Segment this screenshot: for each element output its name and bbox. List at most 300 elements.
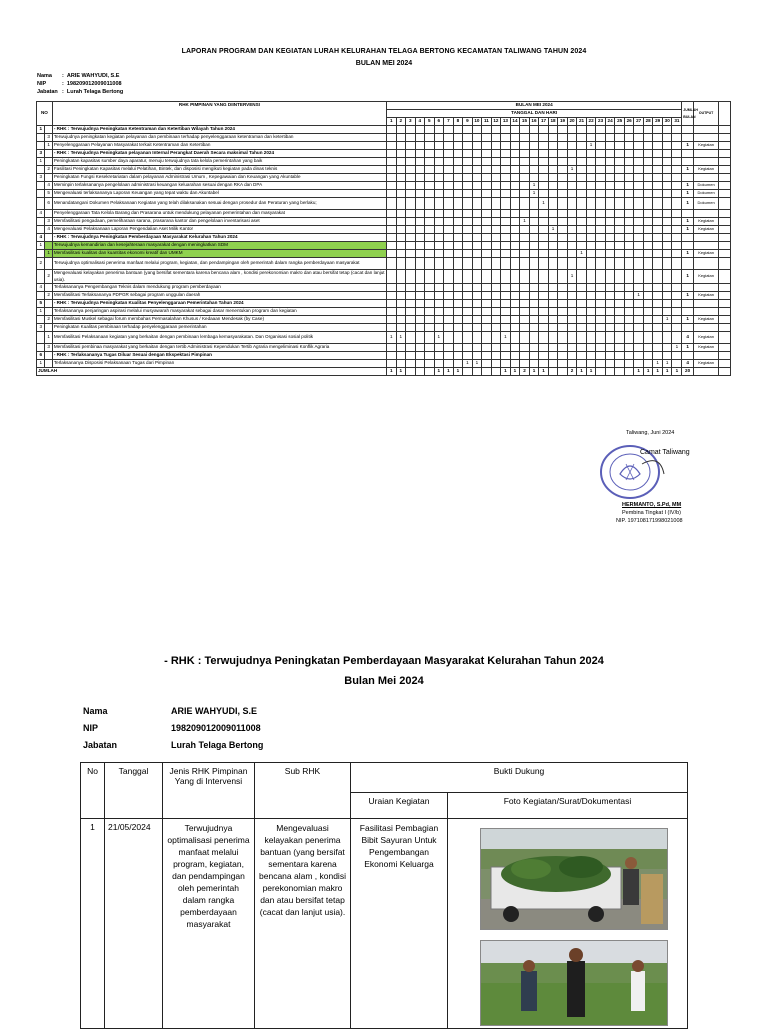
day-cell xyxy=(434,226,444,234)
day-cell xyxy=(539,210,549,218)
row-number: 2 xyxy=(37,258,45,270)
day-cell xyxy=(387,258,397,270)
day-cell xyxy=(558,242,568,250)
day-cell xyxy=(624,250,634,258)
day-cell xyxy=(444,218,454,226)
day-cell xyxy=(406,234,416,242)
day-cell xyxy=(634,174,644,182)
day-cell xyxy=(396,210,406,218)
day-cell xyxy=(624,126,634,134)
day-cell xyxy=(653,352,663,360)
report-table xyxy=(36,101,731,376)
activity-photo-truck xyxy=(480,828,668,930)
header-sub-rhk: Sub RHK xyxy=(255,763,351,819)
day-cell xyxy=(643,332,653,344)
day-cell xyxy=(463,210,473,218)
day-cell xyxy=(539,158,549,166)
day-cell xyxy=(596,324,606,332)
day-cell xyxy=(396,126,406,134)
day-cell xyxy=(444,210,454,218)
meta-value: Lurah Telaga Bertong xyxy=(171,740,264,750)
row-number: 3 xyxy=(37,174,45,182)
day-cell xyxy=(434,134,444,142)
day-cell xyxy=(387,174,397,182)
day-cell xyxy=(596,134,606,142)
day-cell xyxy=(396,258,406,270)
day-cell xyxy=(491,270,501,284)
day-cell xyxy=(539,270,549,284)
day-cell xyxy=(653,234,663,242)
day-cell xyxy=(577,158,587,166)
day-cell xyxy=(539,174,549,182)
day-cell xyxy=(567,210,577,218)
day-cell xyxy=(482,292,492,300)
table-row xyxy=(37,198,731,210)
signature-name: HERMANTO, S.Pd, MM xyxy=(622,502,682,508)
day-cell xyxy=(558,234,568,242)
total-label: JUMLAH xyxy=(37,368,387,376)
day-cell: 2 xyxy=(567,368,577,376)
row-total xyxy=(682,308,694,316)
day-cell xyxy=(567,182,577,190)
day-cell xyxy=(529,242,539,250)
day-cell xyxy=(634,126,644,134)
day-cell xyxy=(415,150,425,158)
row-text: Mengevaluasi Pelaksanaan Laporan Pengendalian Aset Milik Kantor xyxy=(52,226,386,234)
row-number: 1 xyxy=(37,308,45,316)
row-sub-number xyxy=(45,150,52,158)
day-cell xyxy=(529,270,539,284)
day-cell: 1 xyxy=(634,368,644,376)
day-cell xyxy=(520,324,530,332)
meta-label: NIP xyxy=(37,81,47,87)
row-total xyxy=(682,174,694,182)
day-cell xyxy=(434,234,444,242)
day-cell xyxy=(463,270,473,284)
day-cell: 1 xyxy=(529,368,539,376)
day-header: 6 xyxy=(434,118,444,126)
day-cell xyxy=(520,308,530,316)
row-total: 1 xyxy=(682,142,694,150)
day-cell xyxy=(501,198,511,210)
day-cell xyxy=(529,292,539,300)
day-cell xyxy=(586,150,596,158)
day-cell xyxy=(425,368,435,376)
day-cell xyxy=(396,142,406,150)
day-cell xyxy=(482,344,492,352)
day-cell xyxy=(415,198,425,210)
day-cell xyxy=(539,292,549,300)
day-cell xyxy=(425,234,435,242)
row-text: Terlaksananya penjaringan aspirasi melalui musyawarah masyarakat sebagai dasar menentukan program dan kegiatan xyxy=(52,308,386,316)
day-cell xyxy=(586,190,596,198)
row-sub-number xyxy=(45,174,52,182)
day-cell xyxy=(501,258,511,270)
day-cell xyxy=(548,142,558,150)
day-cell xyxy=(463,300,473,308)
day-cell xyxy=(634,284,644,292)
day-cell xyxy=(529,234,539,242)
header-no: NO xyxy=(37,102,53,126)
day-cell xyxy=(396,218,406,226)
day-cell xyxy=(548,344,558,352)
day-cell xyxy=(634,198,644,210)
day-cell xyxy=(472,250,482,258)
day-cell xyxy=(634,134,644,142)
day-cell xyxy=(586,360,596,368)
day-cell xyxy=(396,134,406,142)
day-cell xyxy=(643,292,653,300)
day-cell xyxy=(615,284,625,292)
day-cell xyxy=(586,126,596,134)
day-cell xyxy=(510,316,520,324)
day-cell xyxy=(615,134,625,142)
day-cell xyxy=(605,234,615,242)
day-cell xyxy=(558,198,568,210)
day-cell xyxy=(605,300,615,308)
day-cell xyxy=(520,300,530,308)
table-row xyxy=(37,226,731,234)
row-total xyxy=(682,352,694,360)
day-cell xyxy=(548,134,558,142)
day-cell xyxy=(558,218,568,226)
day-cell xyxy=(624,182,634,190)
day-cell xyxy=(615,142,625,150)
day-cell xyxy=(510,226,520,234)
row-number xyxy=(37,190,45,198)
day-cell xyxy=(529,198,539,210)
day-cell xyxy=(529,250,539,258)
row-number xyxy=(37,292,45,300)
day-cell xyxy=(472,324,482,332)
day-cell xyxy=(396,242,406,250)
day-cell xyxy=(672,134,682,142)
day-cell: 1 xyxy=(653,360,663,368)
day-cell xyxy=(548,174,558,182)
day-cell xyxy=(596,234,606,242)
day-cell xyxy=(577,134,587,142)
day-cell xyxy=(672,352,682,360)
day-cell xyxy=(387,234,397,242)
day-cell xyxy=(387,316,397,324)
day-cell xyxy=(605,308,615,316)
day-cell xyxy=(396,198,406,210)
day-cell xyxy=(558,352,568,360)
day-cell xyxy=(472,134,482,142)
row-total xyxy=(682,210,694,218)
day-cell xyxy=(444,134,454,142)
day-cell xyxy=(396,352,406,360)
day-cell xyxy=(396,250,406,258)
day-cell: 1 xyxy=(634,292,644,300)
row-total: 1 xyxy=(682,182,694,190)
day-cell xyxy=(472,270,482,284)
day-cell xyxy=(605,182,615,190)
day-cell xyxy=(558,126,568,134)
day-cell xyxy=(558,150,568,158)
day-cell xyxy=(510,360,520,368)
day-cell xyxy=(472,198,482,210)
table-row xyxy=(37,210,731,218)
table-row xyxy=(37,300,731,308)
day-cell xyxy=(624,284,634,292)
row-text: - RHK : Terwujudnya Peningkatan Ketentraman dan Ketertiban Wilayah Tahun 2024 xyxy=(52,126,386,134)
day-cell xyxy=(643,166,653,174)
day-cell xyxy=(501,292,511,300)
day-cell xyxy=(624,158,634,166)
row-sub-number: 2 xyxy=(45,316,52,324)
day-cell xyxy=(529,344,539,352)
day-cell xyxy=(586,158,596,166)
row-output: Kegiatan xyxy=(693,142,718,150)
day-cell xyxy=(501,300,511,308)
row-number: 1 xyxy=(37,158,45,166)
day-cell xyxy=(415,316,425,324)
day-cell xyxy=(643,174,653,182)
day-cell xyxy=(596,226,606,234)
day-cell xyxy=(605,134,615,142)
day-cell xyxy=(453,332,463,344)
day-cell: 1 xyxy=(387,332,397,344)
row-number xyxy=(37,198,45,210)
day-cell xyxy=(387,210,397,218)
day-cell xyxy=(634,142,644,150)
table-row xyxy=(37,292,731,300)
day-cell xyxy=(510,190,520,198)
row-sub-number xyxy=(45,308,52,316)
day-cell: 1 xyxy=(567,270,577,284)
day-cell xyxy=(653,218,663,226)
day-cell xyxy=(605,190,615,198)
day-cell xyxy=(396,316,406,324)
day-cell xyxy=(615,198,625,210)
day-cell xyxy=(548,270,558,284)
day-header: 12 xyxy=(491,118,501,126)
day-cell xyxy=(501,352,511,360)
day-cell xyxy=(491,166,501,174)
day-cell xyxy=(567,258,577,270)
row-text: Memfasilitasi kualitas dan kuantitas ekonomi kreatif dan UMKM xyxy=(52,250,386,258)
row-total xyxy=(682,126,694,134)
day-cell xyxy=(444,284,454,292)
day-cell xyxy=(643,198,653,210)
day-cell xyxy=(586,250,596,258)
day-cell xyxy=(596,210,606,218)
row-output: Dokumen xyxy=(693,198,718,210)
day-cell xyxy=(634,300,644,308)
day-cell xyxy=(434,166,444,174)
day-cell xyxy=(406,190,416,198)
day-cell xyxy=(539,360,549,368)
day-cell xyxy=(387,182,397,190)
row-sub-number xyxy=(45,352,52,360)
day-cell xyxy=(548,324,558,332)
day-header: 16 xyxy=(529,118,539,126)
day-cell xyxy=(634,332,644,344)
day-cell xyxy=(510,258,520,270)
day-cell xyxy=(586,242,596,250)
day-cell xyxy=(396,300,406,308)
row-number xyxy=(37,316,45,324)
day-cell: 1 xyxy=(434,332,444,344)
day-cell xyxy=(548,150,558,158)
day-cell xyxy=(634,308,644,316)
day-cell xyxy=(643,300,653,308)
table-row xyxy=(37,308,731,316)
day-cell xyxy=(453,258,463,270)
day-cell xyxy=(539,316,549,324)
day-cell xyxy=(510,284,520,292)
row-number xyxy=(37,182,45,190)
day-cell xyxy=(586,182,596,190)
day-cell xyxy=(387,308,397,316)
day-cell xyxy=(615,218,625,226)
day-cell xyxy=(548,166,558,174)
day-cell xyxy=(453,316,463,324)
day-cell xyxy=(615,210,625,218)
day-cell xyxy=(529,308,539,316)
table-row xyxy=(37,360,731,368)
day-cell xyxy=(586,352,596,360)
day-cell xyxy=(586,226,596,234)
day-cell xyxy=(434,360,444,368)
day-cell: 1 xyxy=(510,368,520,376)
day-cell xyxy=(643,352,653,360)
day-cell xyxy=(672,324,682,332)
day-cell xyxy=(558,258,568,270)
day-cell xyxy=(634,344,644,352)
row-text: Terlaksananya Pengembangan Teknis dalam mendukung program pemberdayaan xyxy=(52,284,386,292)
day-cell xyxy=(615,226,625,234)
photo-truck-image xyxy=(481,829,667,929)
row-text: Memfasilitasi Muskel sebagai forum membahas Permasalahan Khusus / Kedaaan Mendesak (by Case) xyxy=(52,316,386,324)
day-cell xyxy=(415,284,425,292)
day-cell xyxy=(653,210,663,218)
day-cell xyxy=(453,292,463,300)
row-output xyxy=(693,174,718,182)
day-cell xyxy=(672,182,682,190)
day-cell xyxy=(605,142,615,150)
day-cell xyxy=(396,270,406,284)
day-cell xyxy=(662,258,672,270)
day-header: 11 xyxy=(482,118,492,126)
day-cell xyxy=(415,182,425,190)
day-cell xyxy=(558,190,568,198)
day-cell xyxy=(634,234,644,242)
day-cell xyxy=(558,332,568,344)
day-header: 8 xyxy=(453,118,463,126)
day-cell xyxy=(567,218,577,226)
day-cell xyxy=(444,150,454,158)
day-cell xyxy=(653,324,663,332)
row-total: 1 xyxy=(682,226,694,234)
row-output xyxy=(693,134,718,142)
day-cell xyxy=(596,270,606,284)
day-cell xyxy=(444,270,454,284)
day-cell xyxy=(586,166,596,174)
day-cell xyxy=(624,150,634,158)
day-cell xyxy=(463,226,473,234)
day-cell xyxy=(558,166,568,174)
day-cell xyxy=(520,234,530,242)
row-sub-number: 2 xyxy=(45,270,52,284)
day-cell xyxy=(662,284,672,292)
day-cell xyxy=(520,284,530,292)
day-cell xyxy=(406,166,416,174)
day-cell xyxy=(510,142,520,150)
row-text: Terlaksananya Disposisi Pelaksanaan Tugas dari Pimpinan xyxy=(52,360,386,368)
row-total xyxy=(682,300,694,308)
day-cell xyxy=(520,332,530,344)
day-cell xyxy=(396,190,406,198)
meta-value: Lurah Telaga Bertong xyxy=(66,89,124,95)
day-cell xyxy=(453,150,463,158)
day-cell xyxy=(453,158,463,166)
report-meta: Nama : ARIE WAHYUDI, S.E NIP : 198209012009011008 Jabatan : Lurah Telaga Bertong xyxy=(37,72,126,96)
day-cell xyxy=(586,134,596,142)
day-cell xyxy=(520,182,530,190)
day-cell xyxy=(624,142,634,150)
day-cell xyxy=(567,332,577,344)
day-cell xyxy=(472,258,482,270)
row-text: Terwujudnya optimalisasi penerima manfaat melalui program, kegiatan, dan pendampingan oleh pemerintah dalam rangka pemberdayaan masyarakat xyxy=(52,258,386,270)
day-cell xyxy=(643,182,653,190)
signature-place-date: Taliwang, Juni 2024 xyxy=(626,430,675,436)
day-cell xyxy=(501,242,511,250)
table-row xyxy=(37,270,731,284)
day-cell xyxy=(634,250,644,258)
row-output xyxy=(693,258,718,270)
day-cell xyxy=(453,270,463,284)
day-cell xyxy=(434,182,444,190)
day-cell xyxy=(491,150,501,158)
day-cell xyxy=(653,190,663,198)
day-cell xyxy=(453,226,463,234)
day-cell xyxy=(520,210,530,218)
day-cell xyxy=(415,308,425,316)
day-cell xyxy=(662,250,672,258)
day-cell: 1 xyxy=(529,190,539,198)
day-cell xyxy=(567,292,577,300)
day-cell xyxy=(662,210,672,218)
day-cell xyxy=(501,250,511,258)
day-cell xyxy=(415,292,425,300)
table-row xyxy=(37,316,731,324)
meta-value: 198209012009011008 xyxy=(171,723,261,733)
day-cell xyxy=(425,250,435,258)
day-cell xyxy=(653,158,663,166)
day-cell xyxy=(425,344,435,352)
day-cell xyxy=(567,324,577,332)
day-cell xyxy=(425,324,435,332)
day-cell xyxy=(643,360,653,368)
day-cell xyxy=(453,142,463,150)
day-cell xyxy=(539,182,549,190)
day-cell xyxy=(472,218,482,226)
row-total xyxy=(682,324,694,332)
day-cell xyxy=(596,158,606,166)
day-cell xyxy=(520,174,530,182)
day-cell xyxy=(672,218,682,226)
day-cell xyxy=(548,126,558,134)
row-output: Kegiatan xyxy=(693,344,718,352)
day-cell xyxy=(463,218,473,226)
day-cell xyxy=(605,316,615,324)
day-cell xyxy=(510,158,520,166)
row-sub-number: 3 xyxy=(45,218,52,226)
day-cell xyxy=(653,134,663,142)
day-cell xyxy=(453,198,463,210)
